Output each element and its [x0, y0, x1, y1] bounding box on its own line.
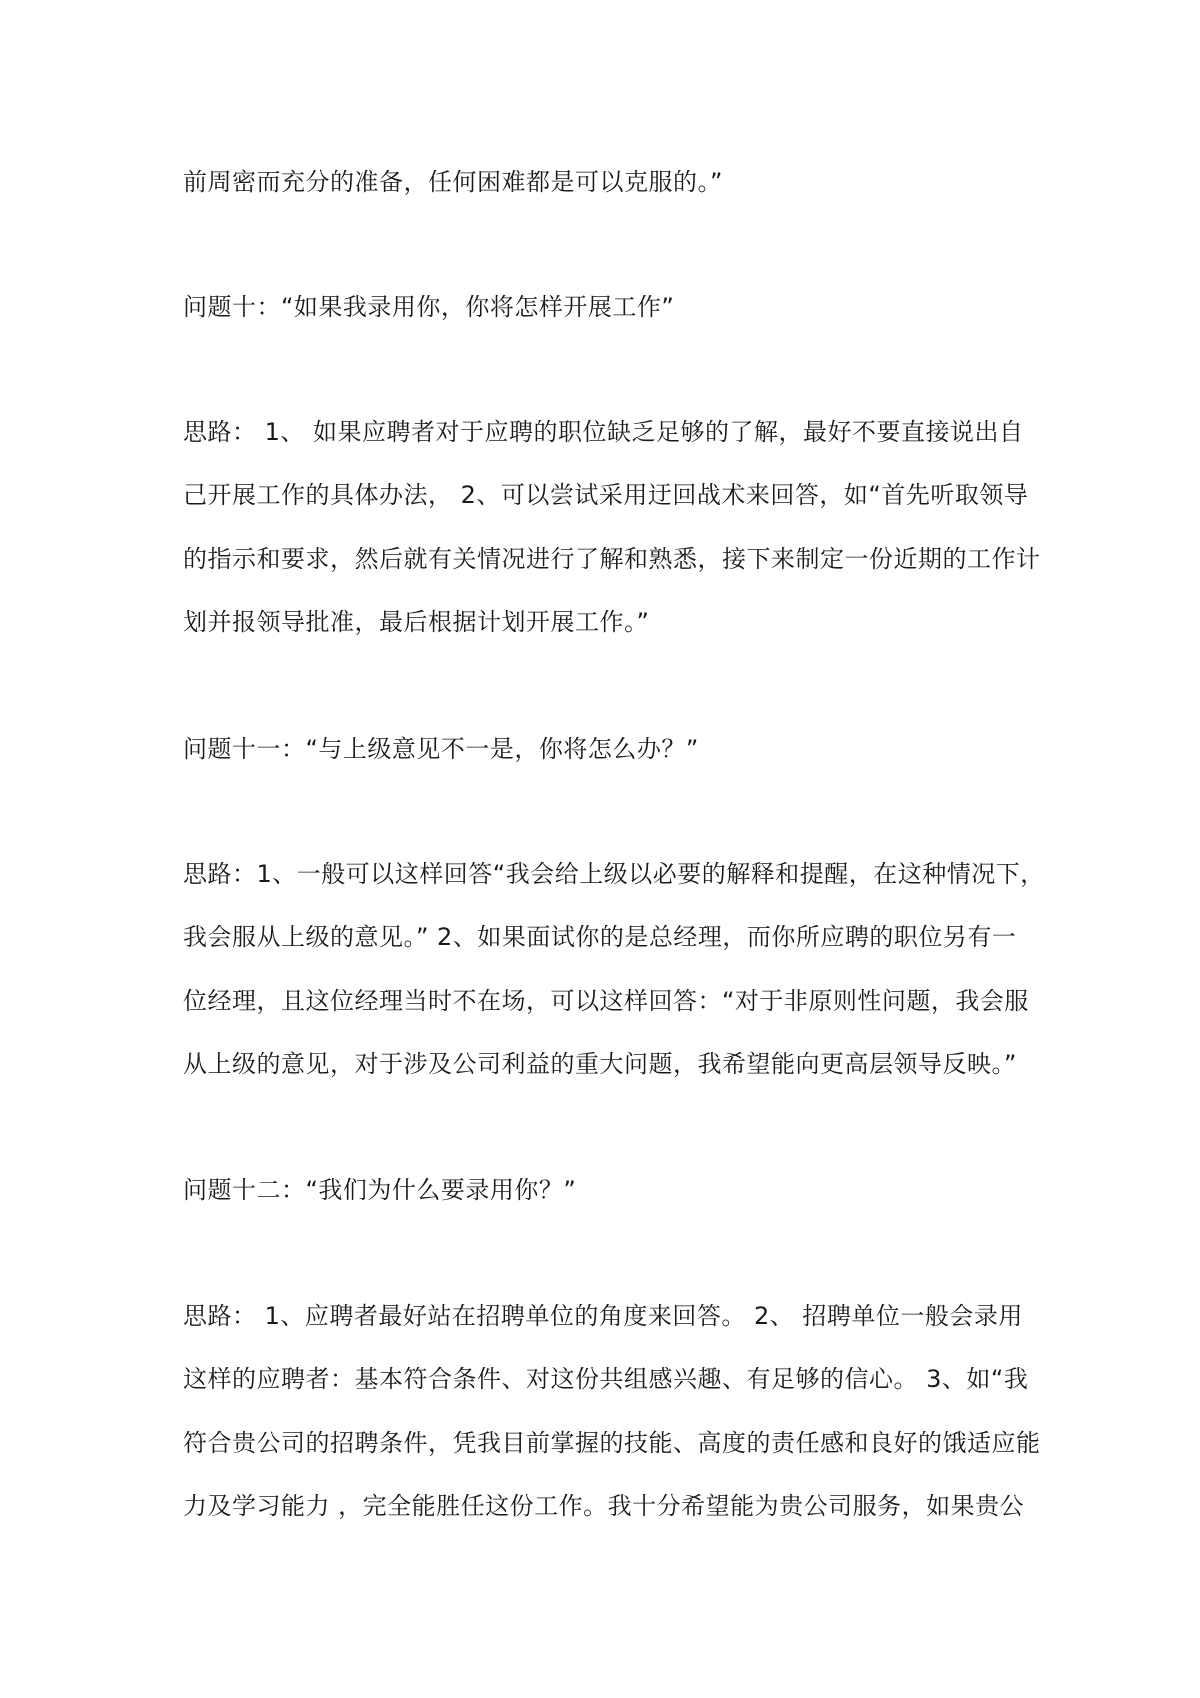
text-line: 力及学习能力 ，完全能胜任这份工作。我十分希望能为贵公司服务，如果贵公 [183, 1492, 1025, 1520]
text-line: 思路： 1、 如果应聘者对于应聘的职位缺乏足够的了解，最好不要直接说出自 [183, 418, 1024, 446]
text-line: 我会服从上级的意见。” 2、如果面试你的是总经理，而你所应聘的职位另有一 [183, 923, 1017, 951]
text-line: 这样的应聘者：基本符合条件、对这份共组感兴趣、有足够的信心。 3、如“我 [183, 1365, 1029, 1393]
text-line: 前周密而充分的准备，任何困难都是可以克服的。” [183, 168, 723, 196]
text-line: 划并报领导批准，最后根据计划开展工作。” [183, 608, 650, 636]
text-line: 思路：1、一般可以这样回答“我会给上级以必要的解释和提醒，在这种情况下， [183, 860, 1045, 888]
text-line: 己开展工作的具体办法， 2、可以尝试采用迂回战术来回答，如“首先听取领导 [183, 481, 1029, 509]
text-line: 符合贵公司的招聘条件，凭我目前掌握的技能、高度的责任感和良好的饿适应能 [183, 1429, 1041, 1457]
question-heading: 问题十二：“我们为什么要录用你？” [183, 1176, 577, 1204]
question-heading: 问题十一：“与上级意见不一是，你将怎么办？” [183, 735, 699, 763]
text-line: 从上级的意见，对于涉及公司利益的重大问题，我希望能向更高层领导反映。” [183, 1050, 1017, 1078]
text-line: 的指示和要求，然后就有关情况进行了解和熟悉，接下来制定一份近期的工作计 [183, 545, 1041, 573]
question-heading: 问题十：“如果我录用你，你将怎样开展工作” [183, 293, 675, 321]
text-line: 位经理，且这位经理当时不在场，可以这样回答：“对于非原则性问题，我会服 [183, 987, 1029, 1015]
text-line: 思路： 1、应聘者最好站在招聘单位的角度来回答。 2、 招聘单位一般会录用 [183, 1302, 1023, 1330]
